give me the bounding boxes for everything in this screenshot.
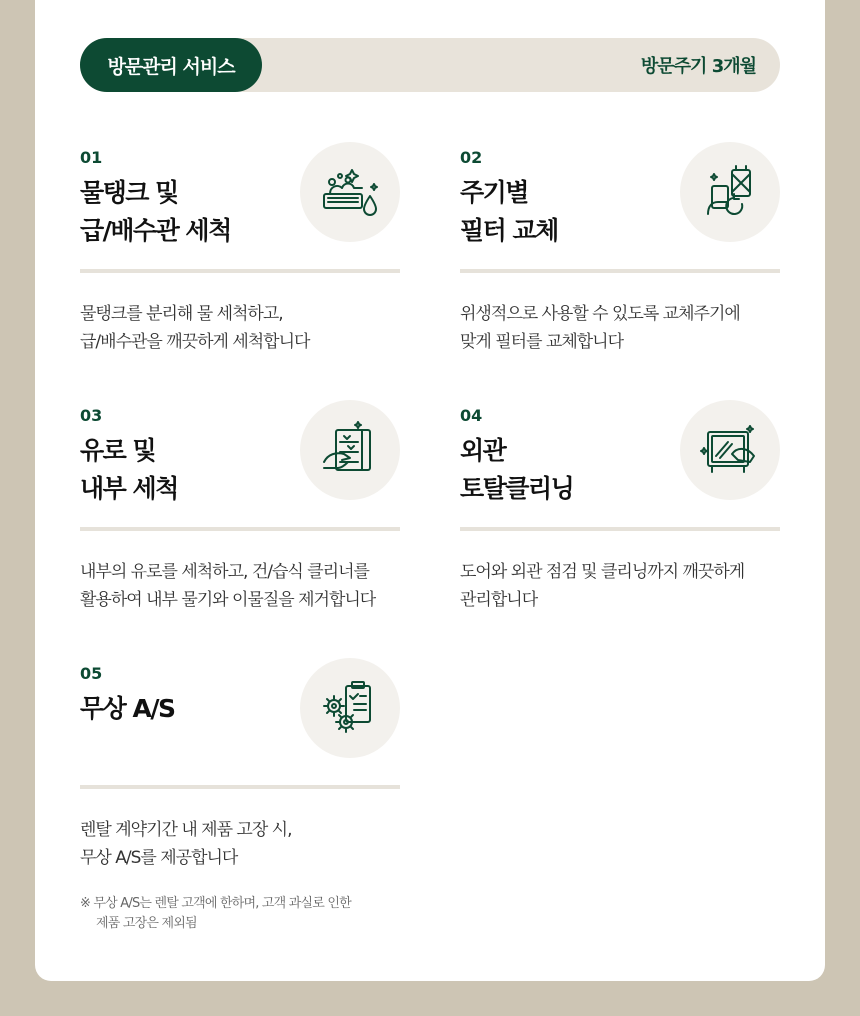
- item-number: 04: [460, 406, 483, 425]
- item-number: 03: [80, 406, 103, 425]
- item-divider: [80, 785, 400, 789]
- service-item-03: [80, 406, 400, 626]
- service-item-02: [460, 148, 780, 368]
- service-item-01: [80, 148, 400, 368]
- item-title: 주기별 필터 교체: [460, 178, 558, 245]
- item-number: 05: [80, 664, 103, 683]
- filter-swap-icon: [680, 142, 780, 242]
- item-description: 위생적으로 사용할 수 있도록 교체주기에 맞게 필터를 교체합니다: [460, 304, 740, 352]
- service-header-bar: [80, 38, 780, 92]
- item-description: 물탱크를 분리해 물 세척하고, 급/배수관을 깨끗하게 세척합니다: [80, 304, 310, 352]
- item-title: 물탱크 및 급/배수관 세척: [80, 178, 231, 245]
- item-description: 렌탈 계약기간 내 제품 고장 시, 무상 A/S를 제공합니다: [80, 820, 292, 868]
- item-title: 외관 토탈클리닝: [460, 436, 574, 503]
- item-title: 무상 A/S: [80, 694, 175, 723]
- item-title: 유로 및 내부 세척: [80, 436, 178, 503]
- visit-cycle-label: 방문주기 3개월: [640, 56, 756, 77]
- free-service-icon: [300, 658, 400, 758]
- item-number: 01: [80, 148, 103, 167]
- service-footnote: [80, 894, 420, 934]
- item-number: 02: [460, 148, 483, 167]
- service-item-04: [460, 406, 780, 626]
- item-divider: [460, 527, 780, 531]
- service-label-pill: 방문관리 서비스: [80, 38, 262, 92]
- item-description: 도어와 외관 점검 및 클리닝까지 깨끗하게 관리합니다: [460, 562, 745, 610]
- footnote-line-1: ※ 무상 A/S는 렌탈 고객에 한하며, 고객 과실로 인한: [80, 896, 351, 911]
- tank-wash-icon: [300, 142, 400, 242]
- service-item-05: [80, 664, 400, 954]
- item-divider: [460, 269, 780, 273]
- item-divider: [80, 527, 400, 531]
- item-description: 내부의 유로를 세척하고, 건/습식 클리너를 활용하여 내부 물기와 이물질을 제거합니다: [80, 562, 376, 610]
- interior-clean-icon: [300, 400, 400, 500]
- exterior-clean-icon: [680, 400, 780, 500]
- footnote-line-2: 제품 고장은 제외됨: [96, 916, 197, 931]
- item-divider: [80, 269, 400, 273]
